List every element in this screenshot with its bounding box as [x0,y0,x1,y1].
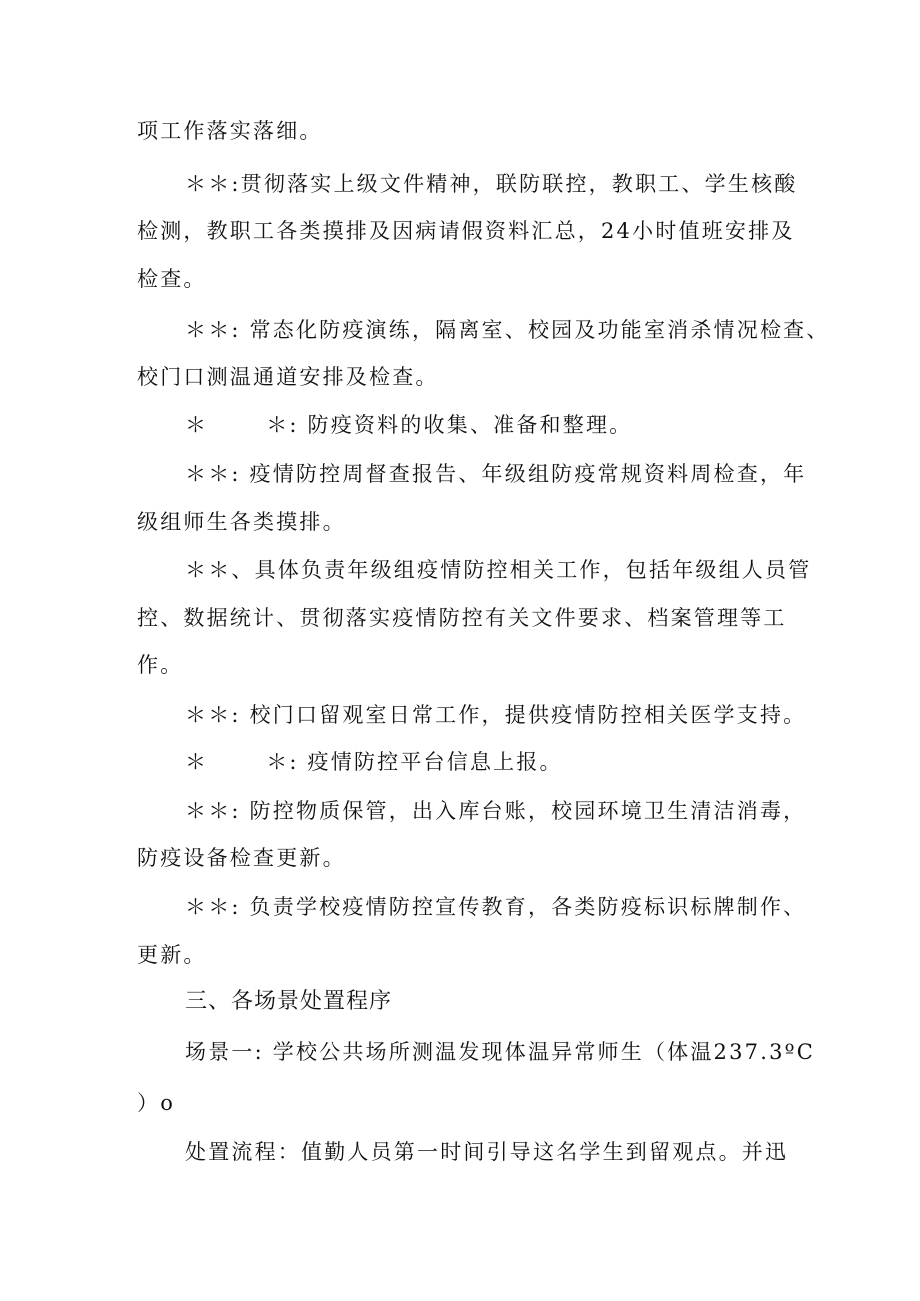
section-heading: 三、各场景处置程序 [185,989,393,1014]
text-line: 项工作落实落细。 [137,119,323,143]
text-line: ）o [137,1091,176,1115]
text-line: 检查。 [137,267,207,291]
text-line: 控、数据统计、贯彻落实疫情防控有关文件要求、档案管理等工 [137,606,787,630]
text-line: ＊＊: 负责学校疫情防控宣传教育，各类防疫标识标牌制作、 [185,895,807,919]
text-line: 检测，教职工各类摸排及因病请假资料汇总，24小时值班安排及 [137,219,795,243]
line-text: ＊: 防疫资料的收集、准备和整理。 [266,413,633,437]
star-marker: ＊ [185,413,209,437]
line-text: ＊: 疫情防控平台信息上报。 [266,750,563,774]
text-line [185,410,797,440]
text-line: ＊＊、具体负责年级组疫情防控相关工作，包括年级组人员管 [185,558,812,582]
text-line [185,747,797,777]
text-line: ＊＊: 防控物质保管，出入库台账，校园环境卫生清洁消毒， [185,799,807,823]
text-line: ＊＊: 校门口留观室日常工作，提供疫情防控相关医学支持。 [185,703,807,727]
text-line: 场景一: 学校公共场所测温发现体温异常师生（体温237.3ºC [185,1040,816,1064]
text-line: 作。 [137,653,184,677]
star-marker: ＊ [185,750,209,774]
text-line: 处置流程：值勤人员第一时间引导这名学生到留观点。并迅 [185,1140,789,1164]
text-line: ＊＊: 常态化防疫演练，隔离室、校园及功能室消杀情况检查、 [185,318,830,342]
text-line: 更新。 [137,943,207,967]
text-line: ＊＊: 疫情防控周督查报告、年级组防疫常规资料周检查，年 [185,462,807,486]
text-line: 防疫设备检查更新。 [137,846,346,870]
text-line: 级组师生各类摸排。 [137,510,346,534]
text-line: ＊＊:贯彻落实上级文件精神，联防联控，教职工、学生核酸 [185,172,798,196]
text-line: 校门口测温通道安排及检查。 [137,365,439,389]
